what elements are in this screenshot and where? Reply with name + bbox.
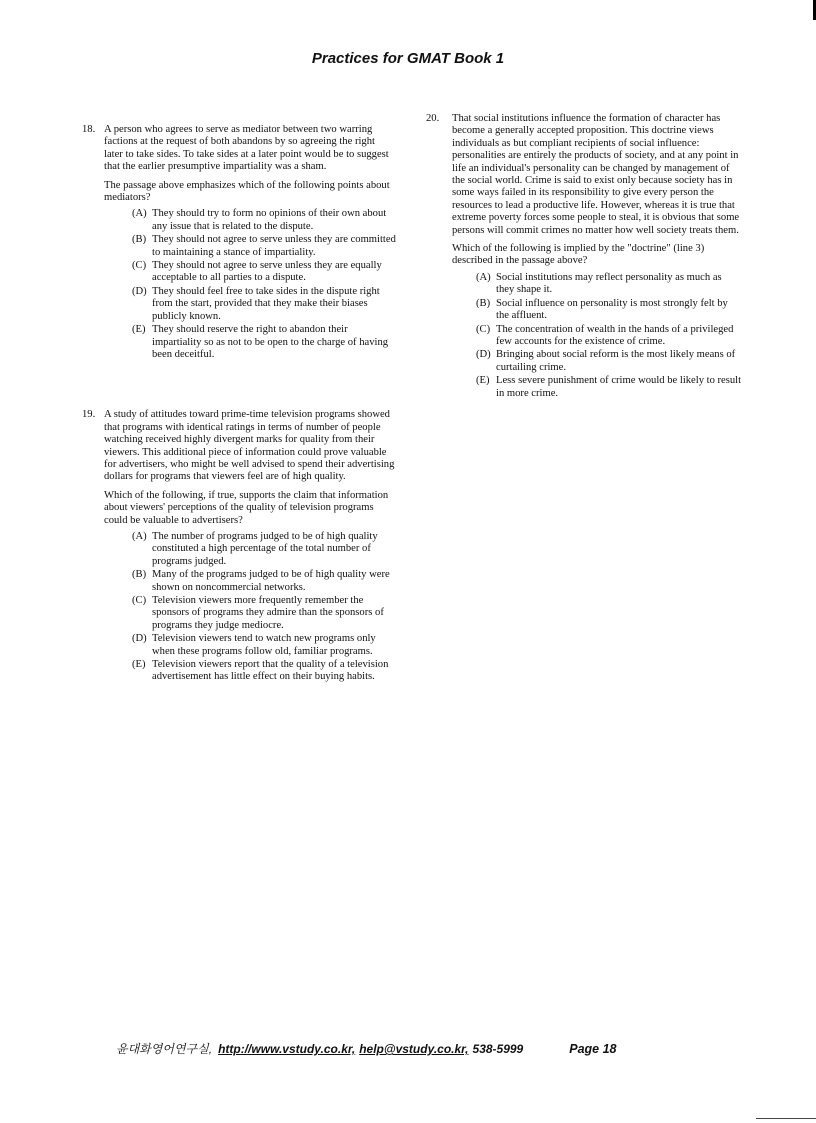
question-20 (426, 113, 742, 400)
footer-organization: 윤대화영어연구실, (116, 1042, 213, 1056)
answer-option-c[interactable] (104, 260, 396, 285)
option-text: They should try to form no opinions of their own about any issue that is related to the dispute. (152, 208, 387, 232)
option-letter: (A) (132, 208, 147, 220)
footer-email-link[interactable]: help@vstudy.co.kr, (359, 1042, 469, 1056)
question-number: 20. (426, 113, 440, 124)
answer-option-d[interactable] (452, 349, 742, 374)
option-letter: (A) (476, 271, 491, 283)
option-text: They should reserve the right to abandon their impartiality so as not to be open to the charge of having been deceitful. (152, 324, 389, 360)
option-text: The number of programs judged to be of high quality constituted a high percentage of the total number of programs judged. (152, 530, 378, 567)
question-prompt: Which of the following is implied by the "doctrine" (line 3) described in the passage above? (452, 243, 705, 267)
answer-option-b[interactable] (104, 234, 396, 259)
answer-options (104, 208, 396, 361)
page-footer (116, 1040, 716, 1057)
option-letter: (A) (132, 530, 147, 542)
answer-option-c[interactable] (452, 324, 742, 349)
page-number: Page 18 (569, 1042, 617, 1056)
option-text: Social influence on personality is most strongly felt by the affluent. (496, 297, 728, 322)
option-text: Television viewers report that the quality of a television advertisement has little effect on their buying habits. (152, 659, 389, 683)
question-number: 18. (82, 124, 96, 135)
answer-option-a[interactable] (452, 272, 742, 297)
right-column (426, 113, 742, 448)
question-stem: A study of attitudes toward prime-time television programs showed that programs with identical ratings in terms of number of people watching received highly divergent marks for quality from their viewers. This additional piece of information could prove valuable for advertisers, who might be well advised to spend their advertising dollars for programs that viewers feel are of high quality. (104, 409, 395, 483)
option-letter: (D) (132, 285, 147, 297)
question-stem: That social institutions influence the formation of character has become a generally accepted proposition. This doctrine views individuals as but compliant recipients of social influence: personalities are entirely the products of society, and at any point in life an individual's personality can be changed by management of the social world. Crime is said to exist only because society has in some ways failed in its responsibility to give every person the resources to lead a productive life. However, whereas it is true that extreme poverty forces some people to steal, it is obvious that some persons will commit crimes no matter how well society treats them. (452, 113, 740, 236)
option-text: Television viewers more frequently remember the sponsors of programs they admire than the sponsors of programs they judge mediocre. (152, 595, 384, 631)
option-letter: (E) (132, 659, 146, 671)
option-letter: (B) (132, 234, 147, 246)
question-18 (82, 124, 396, 361)
option-letter: (C) (476, 323, 491, 335)
answer-options (452, 272, 742, 400)
question-stem: A person who agrees to serve as mediator between two warring factions at the request of both abandons by so agreeing the right later to take sides. To take sides at a later point would be to suggest that the earlier presumptive impartiality was a sham. (104, 124, 389, 173)
question-prompt: The passage above emphasizes which of the following points about mediators? (104, 179, 390, 204)
option-text: The concentration of wealth in the hands of a privileged few accounts for the existence of crime. (496, 323, 734, 347)
answer-option-b[interactable] (104, 569, 396, 594)
answer-option-d[interactable] (104, 633, 396, 658)
answer-option-b[interactable] (452, 298, 742, 323)
footer-website-link[interactable]: http://www.vstudy.co.kr, (218, 1042, 356, 1056)
option-text: Social institutions may reflect personality as much as they shape it. (496, 271, 722, 296)
answer-option-e[interactable] (452, 375, 742, 400)
answer-option-d[interactable] (104, 286, 396, 323)
option-letter: (B) (132, 569, 147, 581)
option-text: Less severe punishment of crime would be likely to result in more crime. (496, 375, 742, 399)
answer-option-a[interactable] (104, 531, 396, 568)
footer-phone: 538-5999 (472, 1042, 524, 1056)
option-letter: (C) (132, 260, 147, 272)
answer-option-e[interactable] (104, 659, 396, 684)
option-text: They should not agree to serve unless they are committed to maintaining a stance of impartiality. (152, 234, 396, 258)
answer-option-c[interactable] (104, 595, 396, 632)
option-text: Television viewers tend to watch new programs only when these programs follow old, familiar programs. (152, 633, 376, 657)
option-text: They should not agree to serve unless they are equally acceptable to all parties to a dispute. (152, 260, 382, 284)
option-letter: (D) (476, 349, 491, 361)
option-letter: (E) (476, 375, 490, 387)
answer-options (104, 531, 396, 684)
question-prompt: Which of the following, if true, supports the claim that information about viewers' perceptions of the quality of television programs could be valuable to advertisers? (104, 489, 389, 526)
option-text: They should feel free to take sides in the dispute right from the start, provided that they make their biases publicly known. (152, 285, 380, 322)
answer-option-a[interactable] (104, 208, 396, 233)
page-title: Practices for GMAT Book 1 (311, 50, 505, 67)
option-letter: (D) (132, 633, 147, 645)
option-letter: (E) (132, 324, 146, 336)
bottom-rule (756, 1118, 816, 1119)
option-text: Bringing about social reform is the most likely means of curtailing crime. (496, 349, 736, 373)
option-text: Many of the programs judged to be of high quality were shown on noncommercial networks. (152, 569, 390, 593)
option-letter: (C) (132, 595, 147, 606)
answer-option-e[interactable] (104, 324, 396, 361)
question-19 (82, 409, 396, 684)
question-number: 19. (82, 409, 96, 421)
option-letter: (B) (476, 297, 491, 309)
left-column (82, 124, 396, 732)
